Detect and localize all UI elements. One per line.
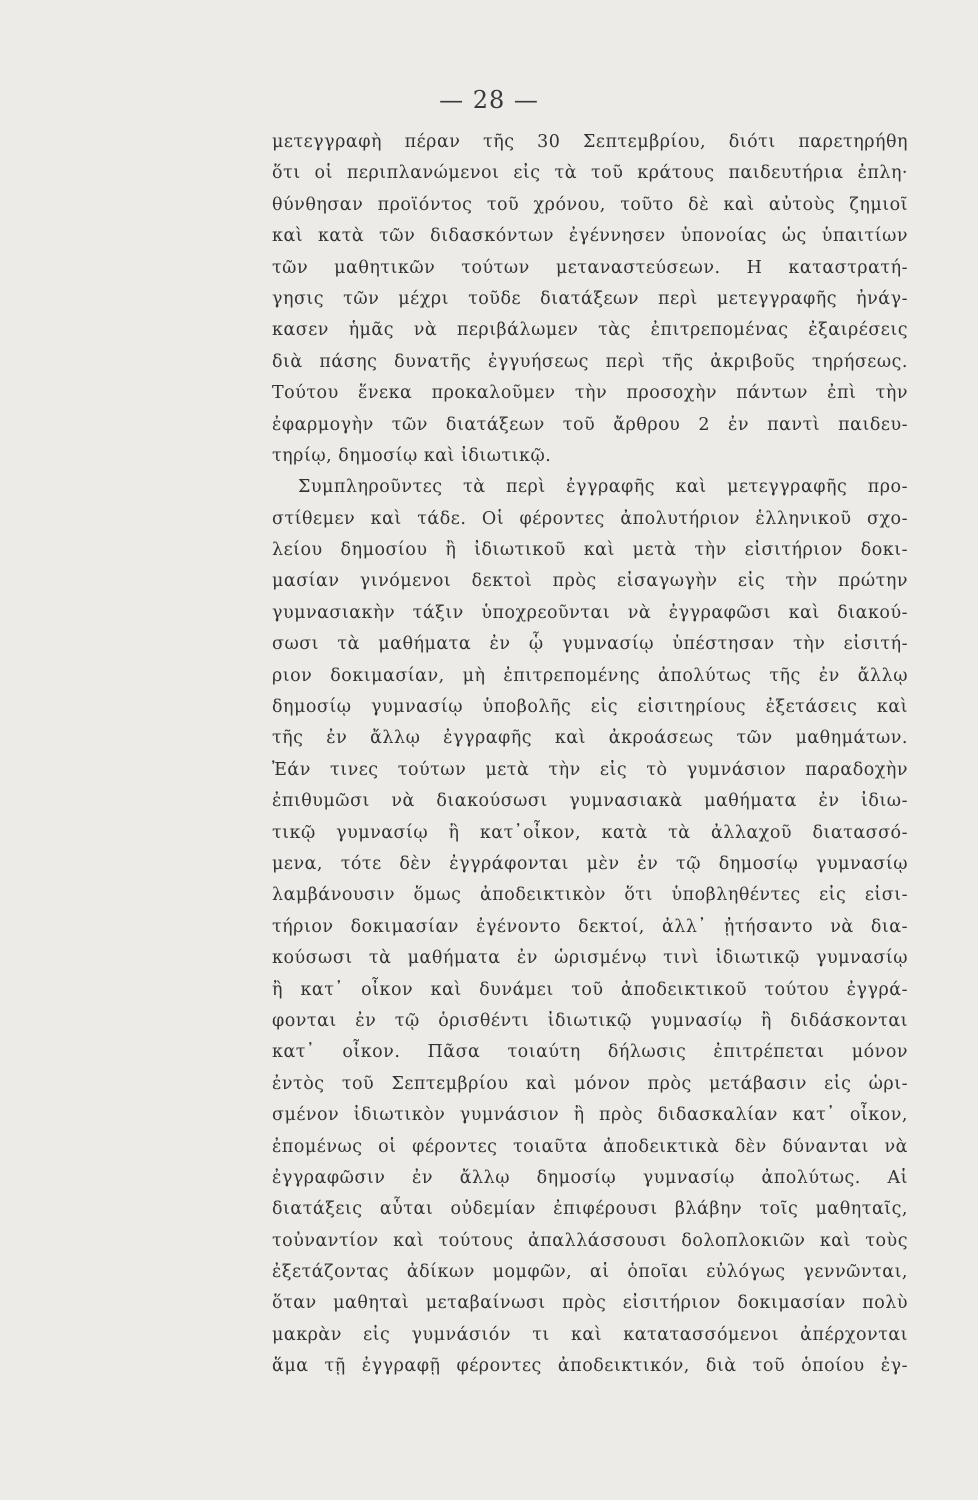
text-line: Τούτου ἕνεκα προκαλοῦμεν τὴν προσοχὴν πάντων ἐπὶ τὴν: [272, 383, 908, 404]
text-line: τῆς ἐν ἄλλῳ ἐγγραφῆς καὶ ἀκροάσεως τῶν μαθημάτων.: [272, 728, 908, 749]
text-line: στίθεμεν καὶ τάδε. Οἱ φέροντες ἀπολυτήριον ἑλληνικοῦ σχο-: [272, 508, 908, 529]
text-line: μακρὰν εἰς γυμνάσιόν τι καὶ κατατασσόμενοι ἀπέρχονται: [272, 1324, 908, 1345]
text-line: ἐγγραφῶσιν ἐν ἄλλῳ δημοσίῳ γυμνασίῳ ἀπολύτως. Αἱ: [272, 1167, 908, 1188]
text-line: γυμνασιακὴν τάξιν ὑποχρεοῦνται νὰ ἐγγραφῶσι καὶ διακού-: [272, 602, 908, 623]
text-line: καὶ κατὰ τῶν διδασκόντων ἐγέννησεν ὑπονοίας ὡς ὑπαιτίων: [272, 226, 908, 247]
text-line: ριον δοκιμασίαν, μὴ ἐπιτρεπομένης ἀπολύτως τῆς ἐν ἄλλῳ: [272, 665, 908, 686]
text-line: τικῷ γυμνασίῳ ἢ κατ᾽οἶκον, κατὰ τὰ ἀλλαχοῦ διατασσό-: [272, 822, 908, 843]
text-line: ἐφαρμογὴν τῶν διατάξεων τοῦ ἄρθρου 2 ἐν παντὶ παιδευ-: [272, 414, 908, 435]
text-line: τοὐναντίον καὶ τούτους ἀπαλλάσσουσι δολοπλοκιῶν καὶ τοὺς: [272, 1230, 908, 1251]
text-line: κατ᾽ οἶκον. Πᾶσα τοιαύτη δήλωσις ἐπιτρέπεται μόνον: [272, 1042, 908, 1063]
page-number: — 28 —: [439, 86, 539, 114]
text-line: ἐπιθυμῶσι νὰ διακούσωσι γυμνασιακὰ μαθήματα ἐν ἰδιω-: [272, 791, 908, 812]
text-line: ὅταν μαθηταὶ μεταβαίνωσι πρὸς εἰσιτήριον δοκιμασίαν πολὺ: [272, 1293, 908, 1314]
text-line: τῶν μαθητικῶν τούτων μεταναστεύσεων. Η καταστρατή-: [272, 257, 908, 278]
body-text: [272, 127, 908, 1383]
text-line: ἐπομένως οἱ φέροντες τοιαῦτα ἀποδεικτικὰ δὲν δύνανται νὰ: [272, 1136, 908, 1157]
text-line: διὰ πάσης δυνατῆς ἐγγυήσεως περὶ τῆς ἀκριβοῦς τηρήσεως.: [272, 351, 908, 372]
text-line: διατάξεις αὗται οὐδεμίαν ἐπιφέρουσι βλάβην τοῖς μαθηταῖς,: [272, 1199, 908, 1220]
text-line: τηρίῳ, δημοσίῳ καὶ ἰδιωτικῷ.: [272, 445, 552, 466]
text-line: ἐντὸς τοῦ Σεπτεμβρίου καὶ μόνον πρὸς μετάβασιν εἰς ὡρι-: [272, 1073, 908, 1094]
text-line: Ἐάν τινες τούτων μετὰ τὴν εἰς τὸ γυμνάσιον παραδοχὴν: [272, 759, 908, 780]
text-line: γησις τῶν μέχρι τοῦδε διατάξεων περὶ μετεγγραφῆς ἠνάγ-: [272, 288, 908, 309]
text-line: θύνθησαν προϊόντος τοῦ χρόνου, τοῦτο δὲ καὶ αὐτοὺς ζημιοῖ: [272, 194, 908, 215]
text-line: δημοσίῳ γυμνασίῳ ὑποβολῆς εἰς εἰσιτηρίους ἐξετάσεις καὶ: [272, 697, 908, 718]
text-line: τήριον δοκιμασίαν ἐγένοντο δεκτοί, ἀλλ᾽ ᾐτήσαντο νὰ δια-: [272, 916, 908, 937]
text-line: λείου δημοσίου ἢ ἰδιωτικοῦ καὶ μετὰ τὴν εἰσιτήριον δοκι-: [272, 540, 908, 561]
text-line: Συμπληροῦντες τὰ περὶ ἐγγραφῆς καὶ μετεγγραφῆς προ-: [298, 477, 908, 498]
text-line: ὅτι οἱ περιπλανώμενοι εἰς τὰ τοῦ κράτους παιδευτήρια ἐπλη·: [272, 163, 908, 184]
text-line: μενα, τότε δὲν ἐγγράφονται μὲν ἐν τῷ δημοσίῳ γυμνασίῳ: [272, 853, 908, 874]
text-line: μασίαν γινόμενοι δεκτοὶ πρὸς εἰσαγωγὴν εἰς τὴν πρώτην: [272, 571, 908, 592]
text-line: σμένον ἰδιωτικὸν γυμνάσιον ἢ πρὸς διδασκαλίαν κατ᾽ οἶκον,: [272, 1105, 908, 1126]
text-line: ἐξετάζοντας ἀδίκων μομφῶν, αἱ ὁποῖαι εὐλόγως γεννῶνται,: [272, 1262, 908, 1283]
text-line: ἅμα τῇ ἐγγραφῇ φέροντες ἀποδεικτικόν, διὰ τοῦ ὁποίου ἐγ-: [272, 1356, 908, 1377]
text-line: κούσωσι τὰ μαθήματα ἐν ὡρισμένῳ τινὶ ἰδιωτικῷ γυμνασίῳ: [272, 948, 908, 969]
text-line: μετεγγραφὴ πέραν τῆς 30 Σεπτεμβρίου, διότι παρετηρήθη: [272, 132, 908, 152]
text-line: κασεν ἡμᾶς νὰ περιβάλωμεν τὰς ἐπιτρεπομένας ἐξαιρέσεις: [272, 320, 908, 341]
text-line: φονται ἐν τῷ ὁρισθέντι ἰδιωτικῷ γυμνασίῳ ἢ διδάσκονται: [272, 1010, 908, 1031]
text-line: ἢ κατ᾽ οἶκον καὶ δυνάμει τοῦ ἀποδεικτικοῦ τούτου ἐγγρά-: [272, 979, 908, 1000]
text-line: λαμβάνουσιν ὅμως ἀποδεικτικὸν ὅτι ὑποβληθέντες εἰς εἰσι-: [272, 885, 908, 906]
text-line: σωσι τὰ μαθήματα ἐν ᾧ γυμνασίῳ ὑπέστησαν τὴν εἰσιτή-: [272, 634, 908, 655]
